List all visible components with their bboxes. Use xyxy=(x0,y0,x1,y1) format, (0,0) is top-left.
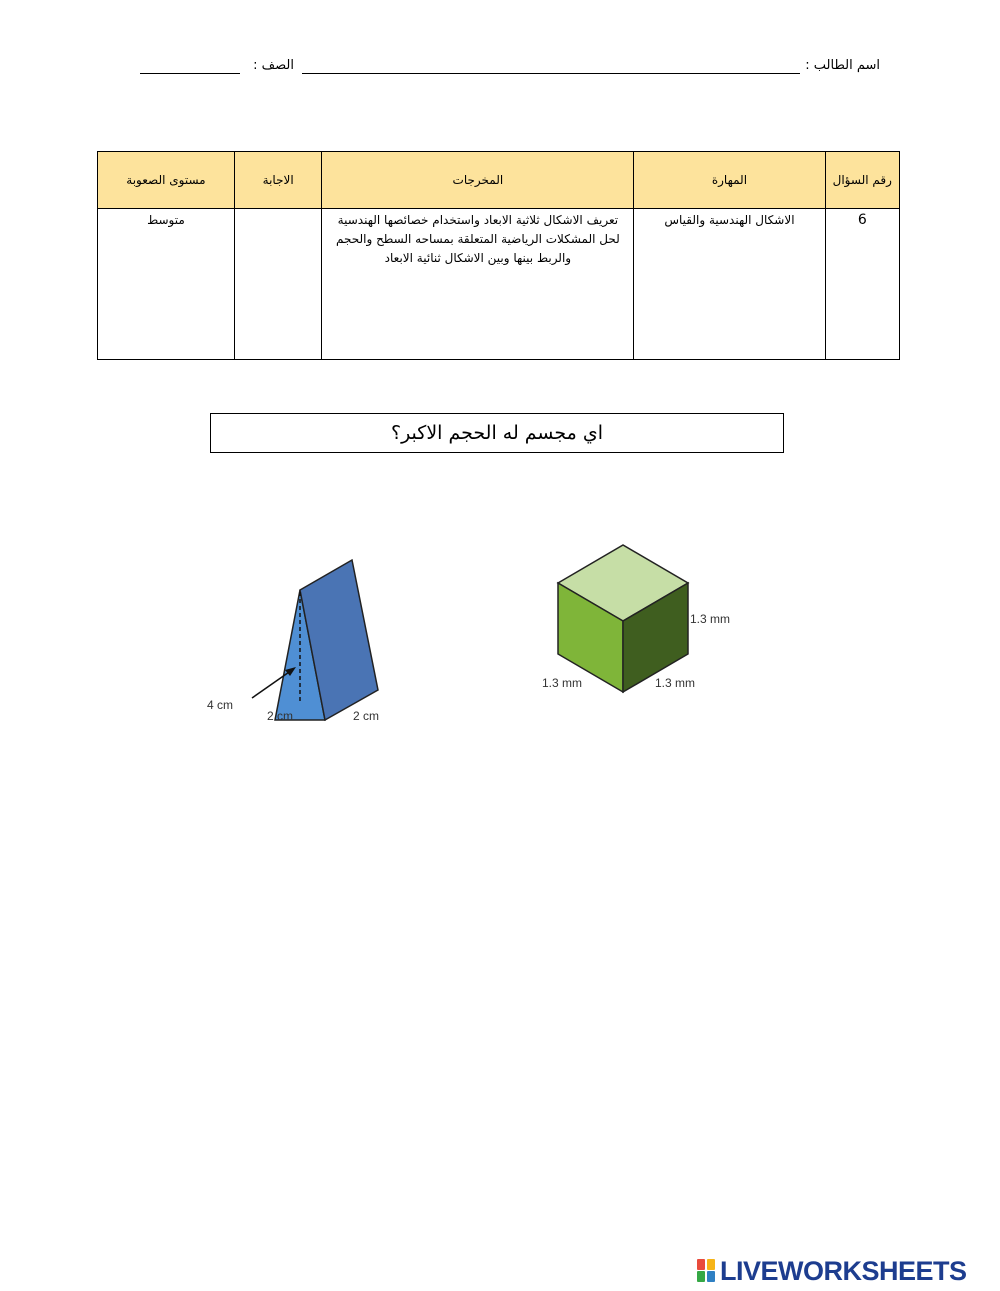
brand-name: LIVEWORKSHEETS xyxy=(720,1255,967,1286)
class-field[interactable] xyxy=(140,58,240,74)
liveworksheets-logo xyxy=(697,1256,967,1286)
table-header-row xyxy=(98,152,900,209)
header-difficulty: مستوى الصعوبة xyxy=(98,152,235,209)
student-name-field[interactable] xyxy=(302,58,800,74)
triangular-prism-figure[interactable] xyxy=(200,555,400,730)
class-label: الصف : xyxy=(253,58,294,73)
prism-base-label: 2 cm xyxy=(267,709,294,723)
skills-table xyxy=(97,151,900,360)
student-info-header xyxy=(140,58,880,82)
cell-skill: الاشكال الهندسية والقياس xyxy=(634,209,825,360)
cell-answer[interactable] xyxy=(234,209,322,360)
student-name-label: اسم الطالب : xyxy=(805,58,880,73)
cube-figure[interactable] xyxy=(535,540,745,700)
table-row xyxy=(98,209,900,360)
header-answer: الاجابة xyxy=(234,152,322,209)
prism-length-label: 2 cm xyxy=(353,709,380,723)
cell-outcomes: تعريف الاشكال ثلاثية الابعاد واستخدام خصائصها الهندسية لحل المشكلات الرياضية المتعلقة بمساحه السطح والحجم والربط بينها وبين الاشكال ثنائية الابعاد xyxy=(322,209,634,360)
cube-height-label: 1.3 mm xyxy=(690,612,731,626)
question-text: اي مجسم له الحجم الاكبر؟ xyxy=(210,413,784,453)
cell-question-number: 6 xyxy=(825,209,899,360)
header-skill: المهارة xyxy=(634,152,825,209)
header-outcomes: المخرجات xyxy=(322,152,634,209)
cube-depth-label: 1.3 mm xyxy=(655,676,696,690)
cube-width-label: 1.3 mm xyxy=(542,676,583,690)
logo-blocks-icon xyxy=(697,1259,717,1283)
cell-difficulty: متوسط xyxy=(98,209,235,360)
prism-height-label: 4 cm xyxy=(207,698,234,712)
header-question-number: رقم السؤال xyxy=(825,152,899,209)
